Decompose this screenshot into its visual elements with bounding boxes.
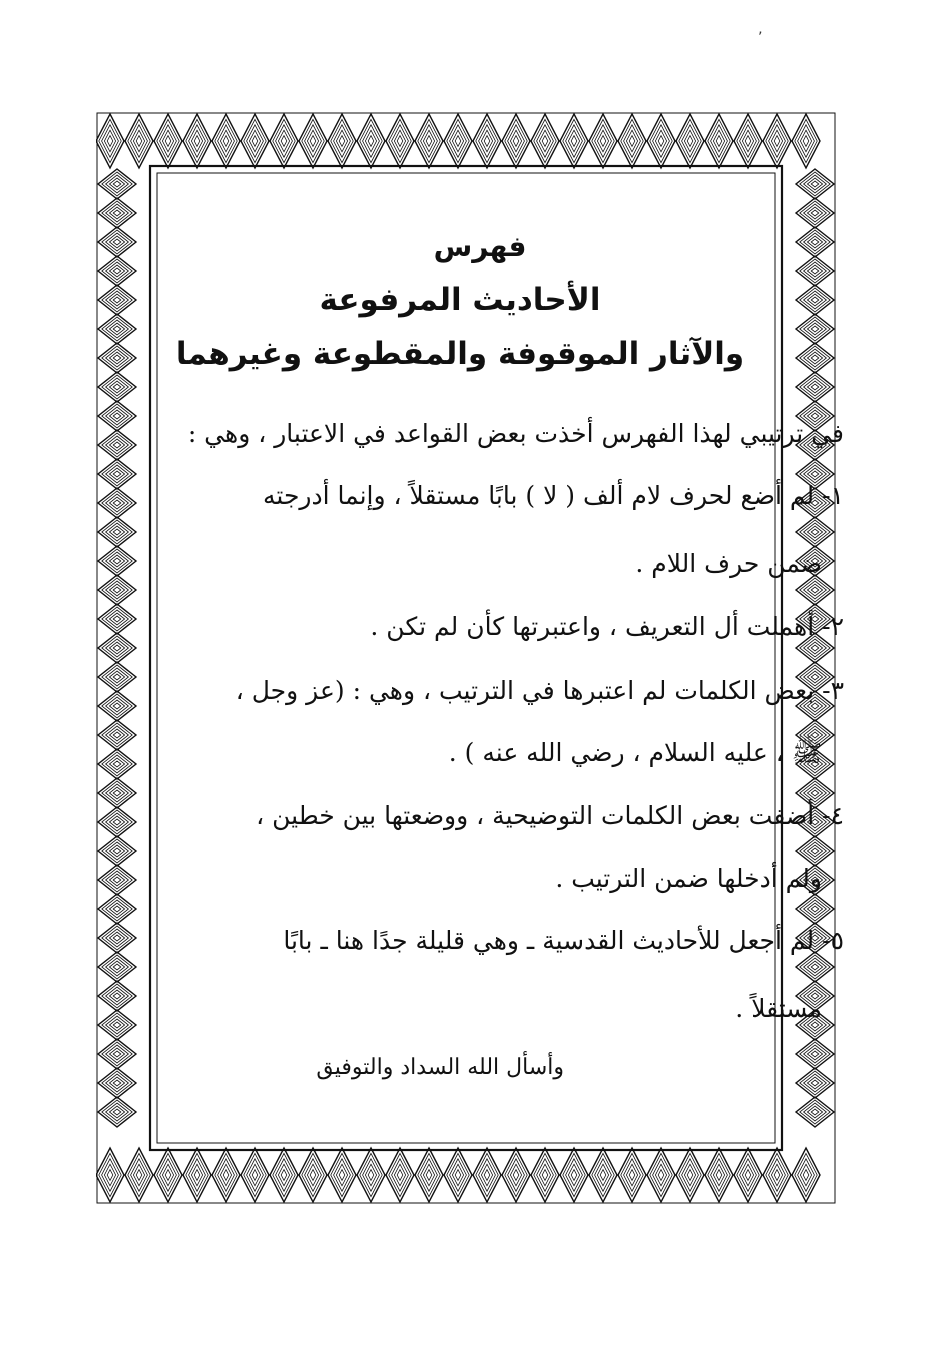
page-subtitle-1: الأحاديث المرفوعة (319, 282, 601, 318)
closing-prayer: وأسأل الله السداد والتوفيق (316, 1055, 564, 1080)
rule-4-line-2: ولم أدخلها ضمن الترتيب . (555, 864, 822, 893)
rule-3-line-1: ٣- بعض الكلمات لم اعتبرها في الترتيب ، وهي : (عز وجل ، (235, 676, 844, 705)
page-subtitle-2: والآثار الموقوفة والمقطوعة وغيرهما (175, 336, 745, 372)
rule-1-line-2: ضمن حرف اللام . (635, 549, 822, 578)
rule-1-line-1: ١- لم أضع لحرف لام ألف ( لا ) بابًا مستقلاً ، وإنما أدرجته (263, 481, 844, 510)
rule-2-line-1: ٢- أهملت أل التعريف ، واعتبرتها كأن لم تكن . (370, 612, 844, 641)
rule-4-line-1: ٤- أضفت بعض الكلمات التوضيحية ، ووضعتها بين خطين ، (256, 801, 844, 830)
rule-5-line-2: مستقلاً . (735, 994, 822, 1023)
rule-3-line-2: ﷺ ، عليه السلام ، رضي الله عنه ) . (448, 738, 822, 767)
intro-text: في ترتيبي لهذا الفهرس أخذت بعض القواعد في الاعتبار ، وهي : (187, 419, 844, 448)
rule-5-line-1: ٥- لم أجعل للأحاديث القدسية ـ وهي قليلة جدًا هنا ـ بابًا (283, 926, 844, 955)
page-title: فهرس (433, 230, 527, 263)
stray-mark: ’ (758, 30, 763, 46)
page-content (116, 170, 844, 1140)
